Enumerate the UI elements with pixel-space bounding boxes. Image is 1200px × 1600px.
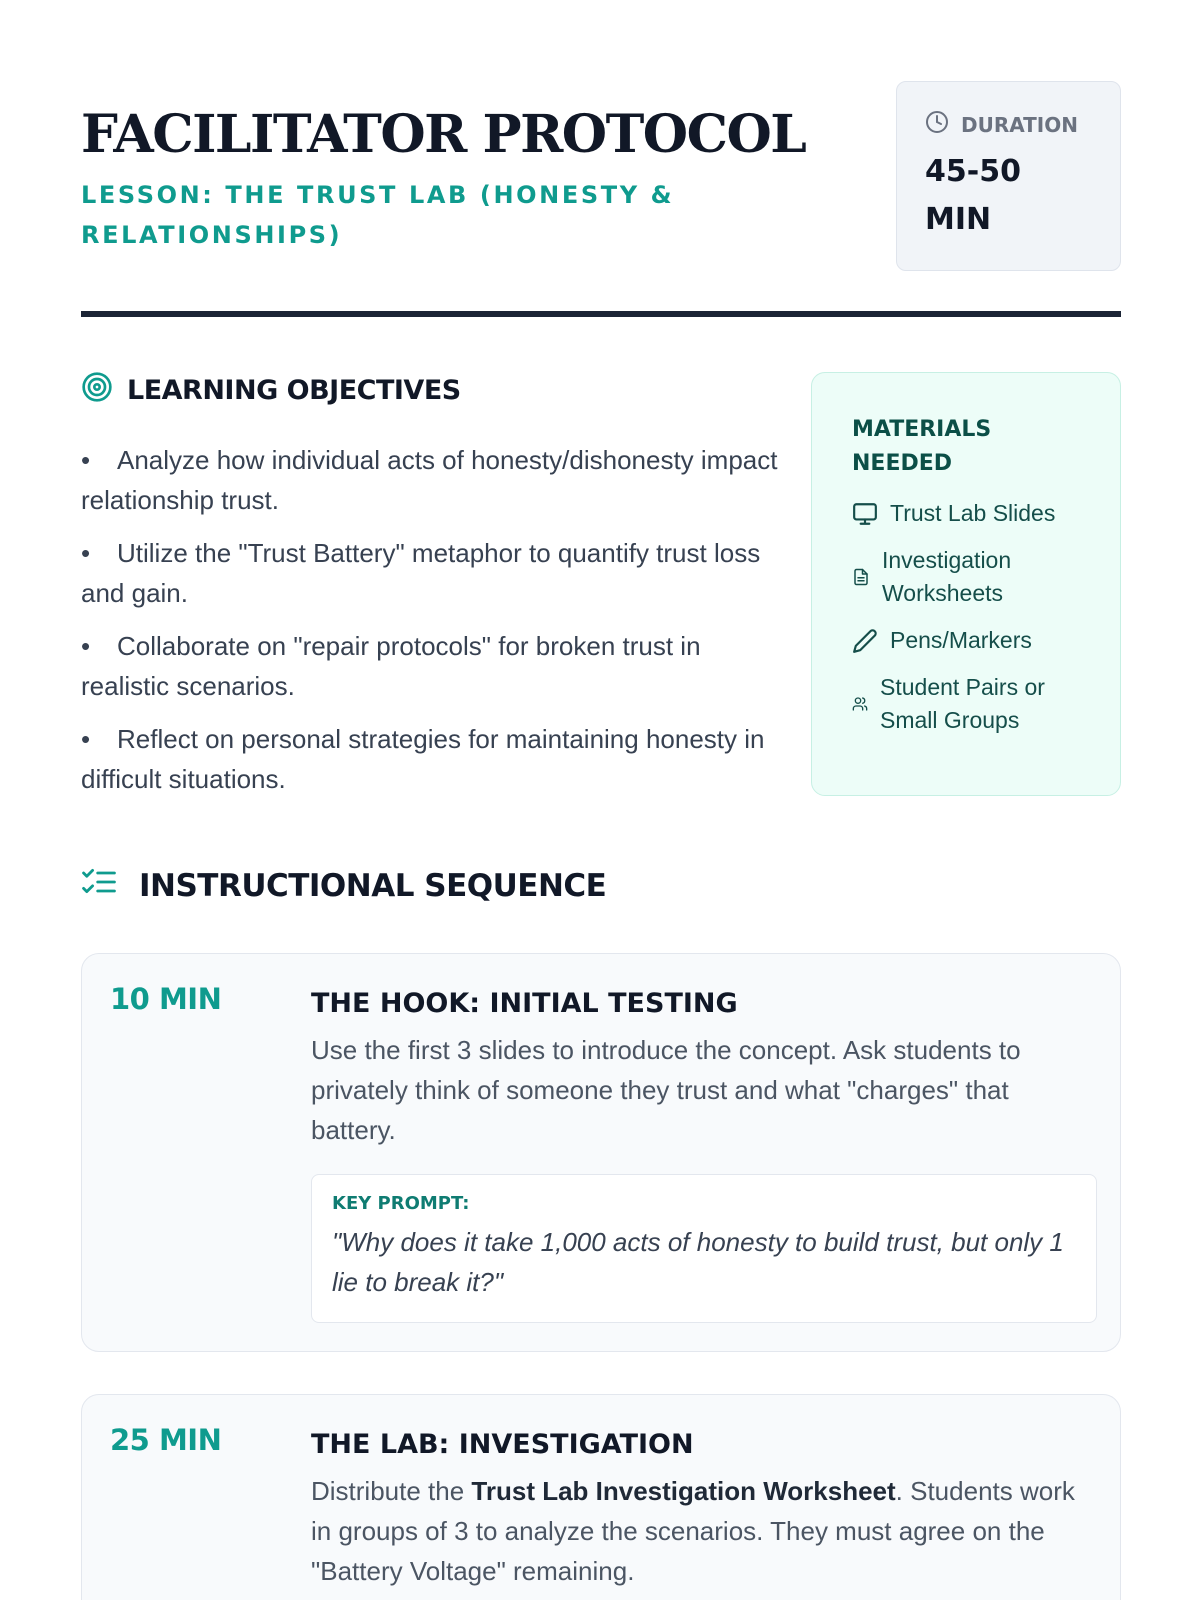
lesson-subtitle: LESSON: THE TRUST LAB (HONESTY & RELATIONSHIPS) bbox=[81, 181, 675, 249]
sequence-heading-row bbox=[81, 866, 606, 906]
step-body bbox=[311, 984, 1097, 1323]
material-item: Student Pairs or Small Groups bbox=[852, 671, 1102, 737]
materials-card bbox=[811, 372, 1121, 796]
objective-item: • Utilize the "Trust Battery" metaphor to quantify trust loss and gain. bbox=[81, 538, 761, 608]
monitor-icon bbox=[852, 501, 878, 527]
step-title: THE LAB: INVESTIGATION bbox=[311, 1429, 694, 1460]
sequence-step-card bbox=[81, 953, 1121, 1352]
key-prompt-text: "Why does it take 1,000 acts of honesty to build trust, but only 1 lie to break it?" bbox=[332, 1227, 1064, 1297]
objective-item: • Reflect on personal strategies for maintaining honesty in difficult situations. bbox=[81, 724, 765, 794]
material-item: Pens/Markers bbox=[852, 624, 1102, 657]
duration-label: DURATION bbox=[961, 112, 1078, 137]
step-body bbox=[311, 1425, 1097, 1591]
key-prompt-label: KEY PROMPT: bbox=[332, 1193, 470, 1214]
materials-list bbox=[852, 497, 1102, 751]
step-duration: 10 MIN bbox=[110, 982, 222, 1016]
duration-label-row bbox=[925, 110, 1078, 139]
objectives-list bbox=[81, 440, 781, 799]
material-item: Trust Lab Slides bbox=[852, 497, 1102, 530]
objective-item: • Analyze how individual acts of honesty/dishonesty impact relationship trust. bbox=[81, 445, 778, 515]
document-icon bbox=[852, 568, 870, 586]
clock-icon bbox=[925, 110, 949, 139]
step-description: Use the first 3 slides to introduce the concept. Ask students to privately think of someone they trust and what "charges" that battery. bbox=[311, 1035, 1021, 1145]
sequence-heading: INSTRUCTIONAL SEQUENCE bbox=[139, 868, 607, 904]
key-prompt-box bbox=[311, 1174, 1097, 1323]
material-item: Investigation Worksheets bbox=[852, 544, 1102, 610]
objectives-heading: LEARNING OBJECTIVES bbox=[127, 375, 461, 406]
materials-heading: MATERIALS NEEDED bbox=[852, 417, 992, 476]
pencil-icon bbox=[852, 628, 878, 654]
learning-objectives-section bbox=[81, 371, 781, 812]
users-icon bbox=[852, 696, 868, 712]
objectives-heading-row bbox=[81, 371, 781, 410]
duration-card bbox=[896, 81, 1121, 271]
page-header bbox=[81, 81, 1121, 321]
worksheet-name: Trust Lab Investigation Worksheet bbox=[471, 1476, 896, 1506]
target-icon bbox=[81, 371, 113, 410]
step-title: THE HOOK: INITIAL TESTING bbox=[311, 988, 738, 1019]
page-title: FACILITATOR PROTOCOL bbox=[81, 104, 806, 165]
header-divider bbox=[81, 311, 1121, 317]
objective-item: • Collaborate on "repair protocols" for broken trust in realistic scenarios. bbox=[81, 631, 701, 701]
sequence-step-card bbox=[81, 1394, 1121, 1600]
duration-value: 45-50 MIN bbox=[925, 154, 1021, 237]
step-description: Distribute the Trust Lab Investigation Worksheet. Students work in groups of 3 to analyze the scenarios. They must agree on the "Battery Voltage" remaining. bbox=[311, 1476, 1075, 1586]
step-duration: 25 MIN bbox=[110, 1423, 222, 1457]
checklist-icon bbox=[81, 866, 117, 906]
